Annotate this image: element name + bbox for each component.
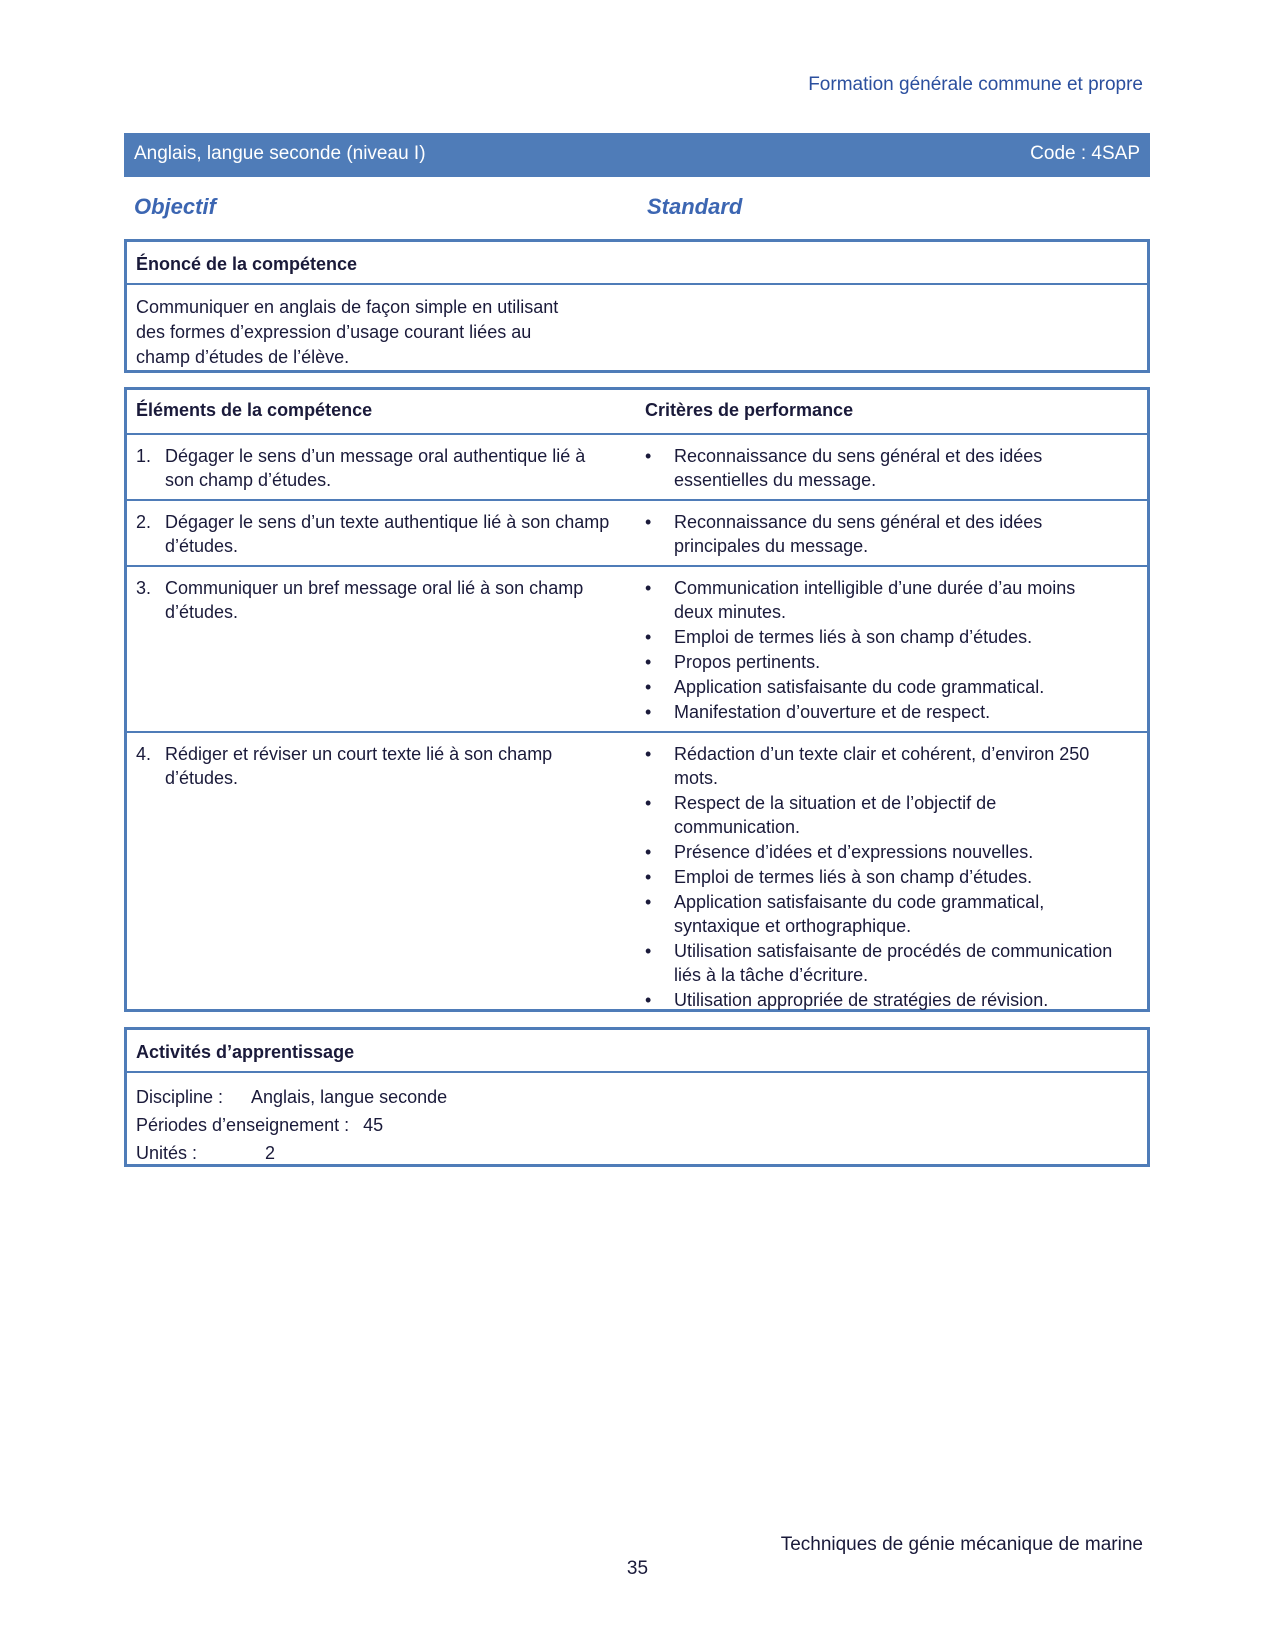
list-item — [645, 791, 1115, 839]
periods-value: 45 — [363, 1115, 384, 1135]
criteria-cell — [645, 576, 1115, 725]
course-code: Code : 4SAP — [1030, 143, 1140, 164]
bullet-icon: • — [645, 652, 652, 672]
criterion-text: Emploi de termes liés à son champ d’études. — [674, 867, 1033, 887]
criteria-heading: Critères de performance — [645, 400, 854, 420]
bullet-icon: • — [645, 793, 652, 813]
list-item — [645, 939, 1115, 987]
competency-statement-text: Communiquer en anglais de façon simple en utilisant des formes d’expression d’usage courant liées au champ d’études de l’élève. — [136, 297, 559, 367]
criterion-text: Application satisfaisante du code grammatical, syntaxique et orthographique. — [674, 892, 1045, 936]
table-row — [127, 435, 1147, 501]
column-labels — [134, 194, 754, 220]
units-line — [127, 1139, 1147, 1167]
criterion-text: Rédaction d’un texte clair et cohérent, d’environ 250 mots. — [674, 744, 1090, 788]
standard-label: Standard — [647, 194, 743, 219]
objective-label: Objectif — [134, 194, 216, 219]
competency-statement-box — [124, 239, 1150, 373]
periods-label: Périodes d’enseignement : — [136, 1115, 350, 1135]
list-item — [645, 510, 1115, 558]
element-cell — [136, 510, 645, 559]
element-cell — [136, 742, 645, 1013]
list-item — [645, 700, 1115, 724]
elements-heading: Éléments de la compétence — [136, 400, 373, 420]
competency-statement-heading: Énoncé de la compétence — [127, 242, 1147, 285]
bullet-icon: • — [645, 842, 652, 862]
activities-details — [127, 1073, 1147, 1167]
element-number: 2. — [136, 512, 152, 532]
criteria-cell — [645, 444, 1115, 493]
bullet-icon: • — [645, 744, 652, 764]
periods-line — [127, 1111, 1147, 1139]
criterion-text: Reconnaissance du sens général et des idées principales du message. — [674, 512, 1043, 556]
competency-elements-table — [124, 387, 1150, 1012]
criterion-text: Application satisfaisante du code grammatical. — [674, 677, 1045, 697]
table-row — [127, 567, 1147, 733]
element-number: 4. — [136, 744, 152, 764]
element-cell — [136, 576, 645, 725]
units-value: 2 — [265, 1143, 276, 1163]
list-item — [645, 675, 1115, 699]
list-item — [645, 625, 1115, 649]
bullet-icon: • — [645, 677, 652, 697]
table-row — [127, 501, 1147, 567]
element-text: Communiquer un bref message oral lié à son champ d’études. — [165, 578, 584, 622]
element-text: Rédiger et réviser un court texte lié à son champ d’études. — [165, 744, 553, 788]
elements-rows — [127, 435, 1147, 1019]
bullet-icon: • — [645, 512, 652, 532]
footer-program: Techniques de génie mécanique de marine — [780, 1534, 1143, 1555]
list-item — [645, 840, 1115, 864]
page-number: 35 — [626, 1558, 649, 1579]
criterion-text: Utilisation satisfaisante de procédés de communication liés à la tâche d’écriture. — [674, 941, 1113, 985]
list-item — [645, 865, 1115, 889]
element-text: Dégager le sens d’un message oral authentique lié à son champ d’études. — [165, 446, 586, 490]
criterion-text: Manifestation d’ouverture et de respect. — [674, 702, 991, 722]
criterion-text: Reconnaissance du sens général et des idées essentielles du message. — [674, 446, 1043, 490]
criterion-text: Emploi de termes liés à son champ d’études. — [674, 627, 1033, 647]
criterion-text: Propos pertinents. — [674, 652, 821, 672]
bullet-icon: • — [645, 446, 652, 466]
criteria-cell — [645, 742, 1115, 1013]
bullet-icon: • — [645, 627, 652, 647]
element-number: 3. — [136, 578, 152, 598]
list-item — [645, 742, 1115, 790]
criterion-text: Présence d’idées et d’expressions nouvelles. — [674, 842, 1034, 862]
page-header-section: Formation générale commune et propre — [808, 74, 1143, 95]
discipline-label: Discipline : — [136, 1087, 224, 1107]
bullet-icon: • — [645, 892, 652, 912]
criterion-text: Utilisation appropriée de stratégies de révision. — [674, 990, 1049, 1010]
element-text: Dégager le sens d’un texte authentique lié à son champ d’études. — [165, 512, 610, 556]
list-item — [645, 650, 1115, 674]
element-cell — [136, 444, 645, 493]
bullet-icon: • — [645, 702, 652, 722]
bullet-icon: • — [645, 867, 652, 887]
discipline-value: Anglais, langue seconde — [251, 1087, 448, 1107]
bullet-icon: • — [645, 990, 652, 1010]
bullet-icon: • — [645, 578, 652, 598]
list-item — [645, 576, 1115, 624]
criteria-cell — [645, 510, 1115, 559]
elements-table-header — [127, 390, 1147, 435]
list-item — [645, 988, 1115, 1012]
list-item — [645, 890, 1115, 938]
table-row — [127, 733, 1147, 1019]
activities-heading: Activités d’apprentissage — [127, 1030, 1147, 1073]
units-label: Unités : — [136, 1143, 198, 1163]
criterion-text: Respect de la situation et de l’objectif de communication. — [674, 793, 997, 837]
list-item — [645, 444, 1115, 492]
element-number: 1. — [136, 446, 152, 466]
learning-activities-box — [124, 1027, 1150, 1167]
discipline-line — [127, 1083, 1147, 1111]
criterion-text: Communication intelligible d’une durée d’au moins deux minutes. — [674, 578, 1076, 622]
bullet-icon: • — [645, 941, 652, 961]
course-title: Anglais, langue seconde (niveau I) — [134, 143, 426, 164]
course-title-bar — [124, 133, 1150, 177]
